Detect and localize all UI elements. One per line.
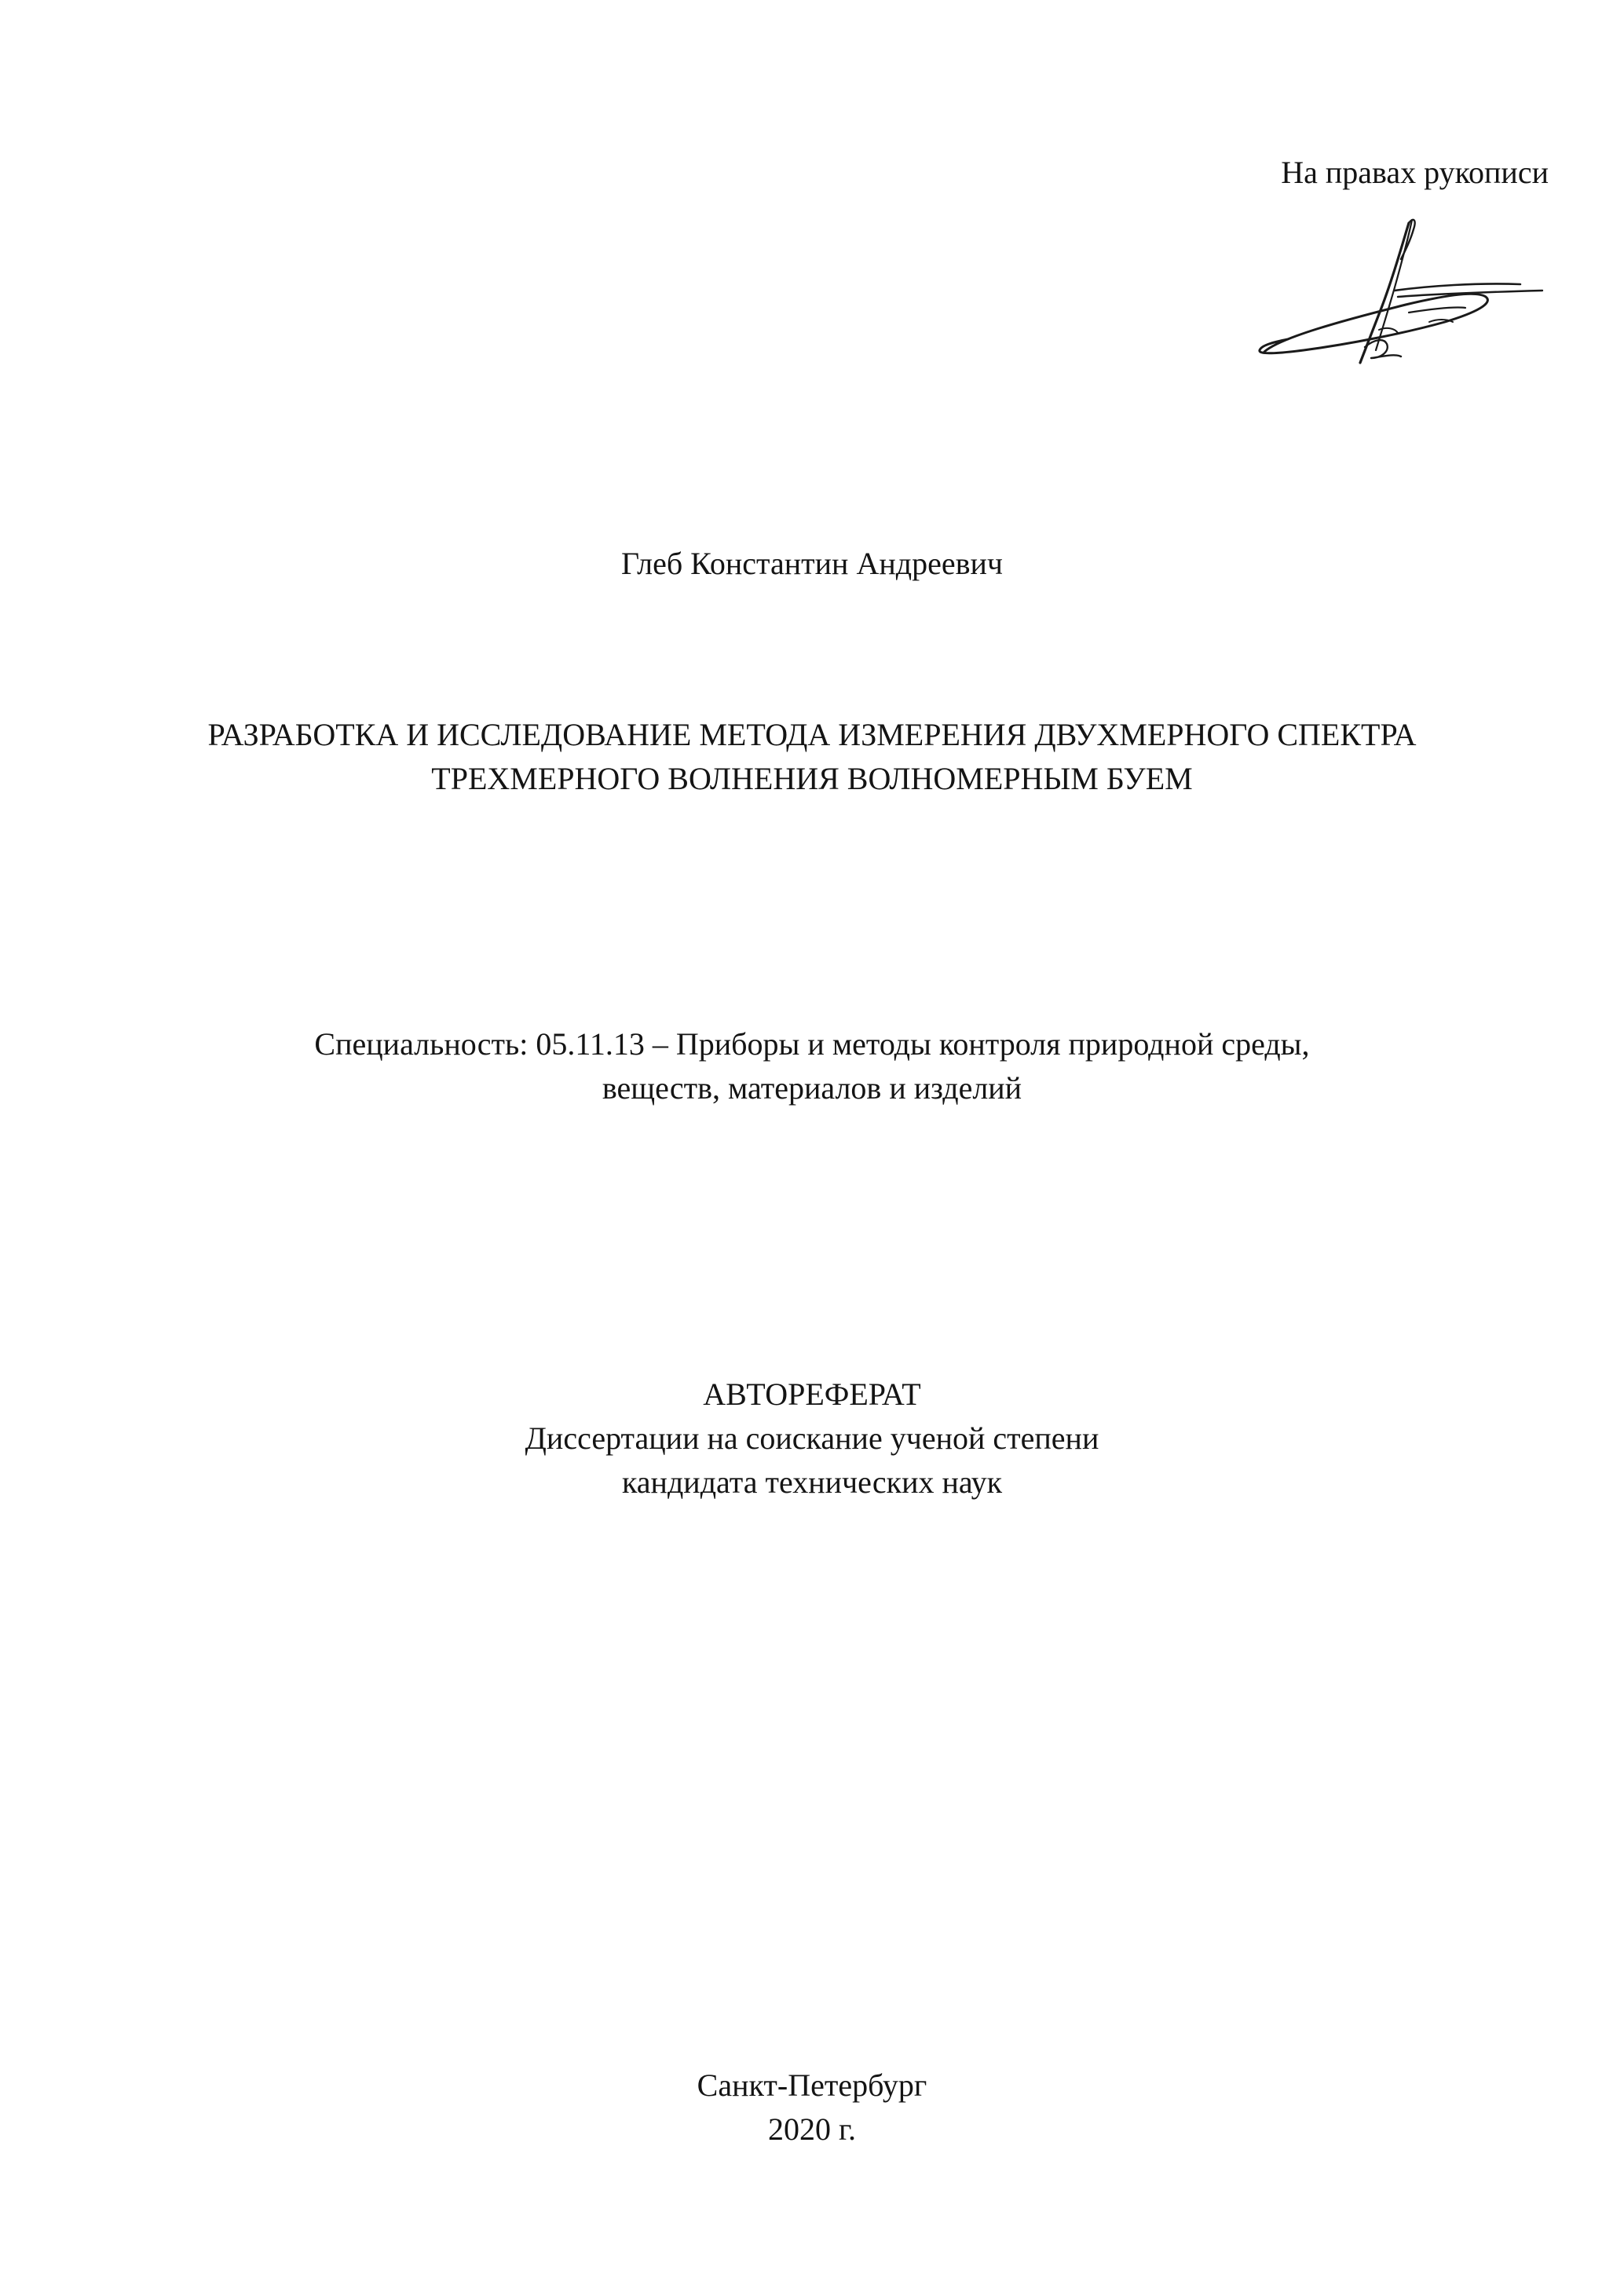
title-line-1: РАЗРАБОТКА И ИССЛЕДОВАНИЕ МЕТОДА ИЗМЕРЕНИЯ ДВУХМЕРНОГО СПЕКТРА xyxy=(207,717,1417,752)
year: 2020 г. xyxy=(768,2111,856,2147)
author-name: Глеб Константин Андреевич xyxy=(620,546,1003,581)
abstract-heading: АВТОРЕФЕРАТ xyxy=(703,1377,921,1412)
manuscript-note: На правах рукописи xyxy=(1281,155,1549,190)
city: Санкт-Петербург xyxy=(697,2067,927,2103)
abstract-line-2: кандидата технических наук xyxy=(621,1464,1003,1500)
title-line-2: ТРЕХМЕРНОГО ВОЛНЕНИЯ ВОЛНОМЕРНЫМ БУЕМ xyxy=(431,761,1193,796)
abstract-line-1: Диссертации на соискание ученой степени xyxy=(525,1420,1099,1456)
specialty-line-1: Специальность: 05.11.13 – Приборы и методы контроля природной среды, xyxy=(314,1026,1310,1062)
specialty-line-2: веществ, материалов и изделий xyxy=(602,1070,1022,1106)
signature-icon xyxy=(1241,212,1547,377)
